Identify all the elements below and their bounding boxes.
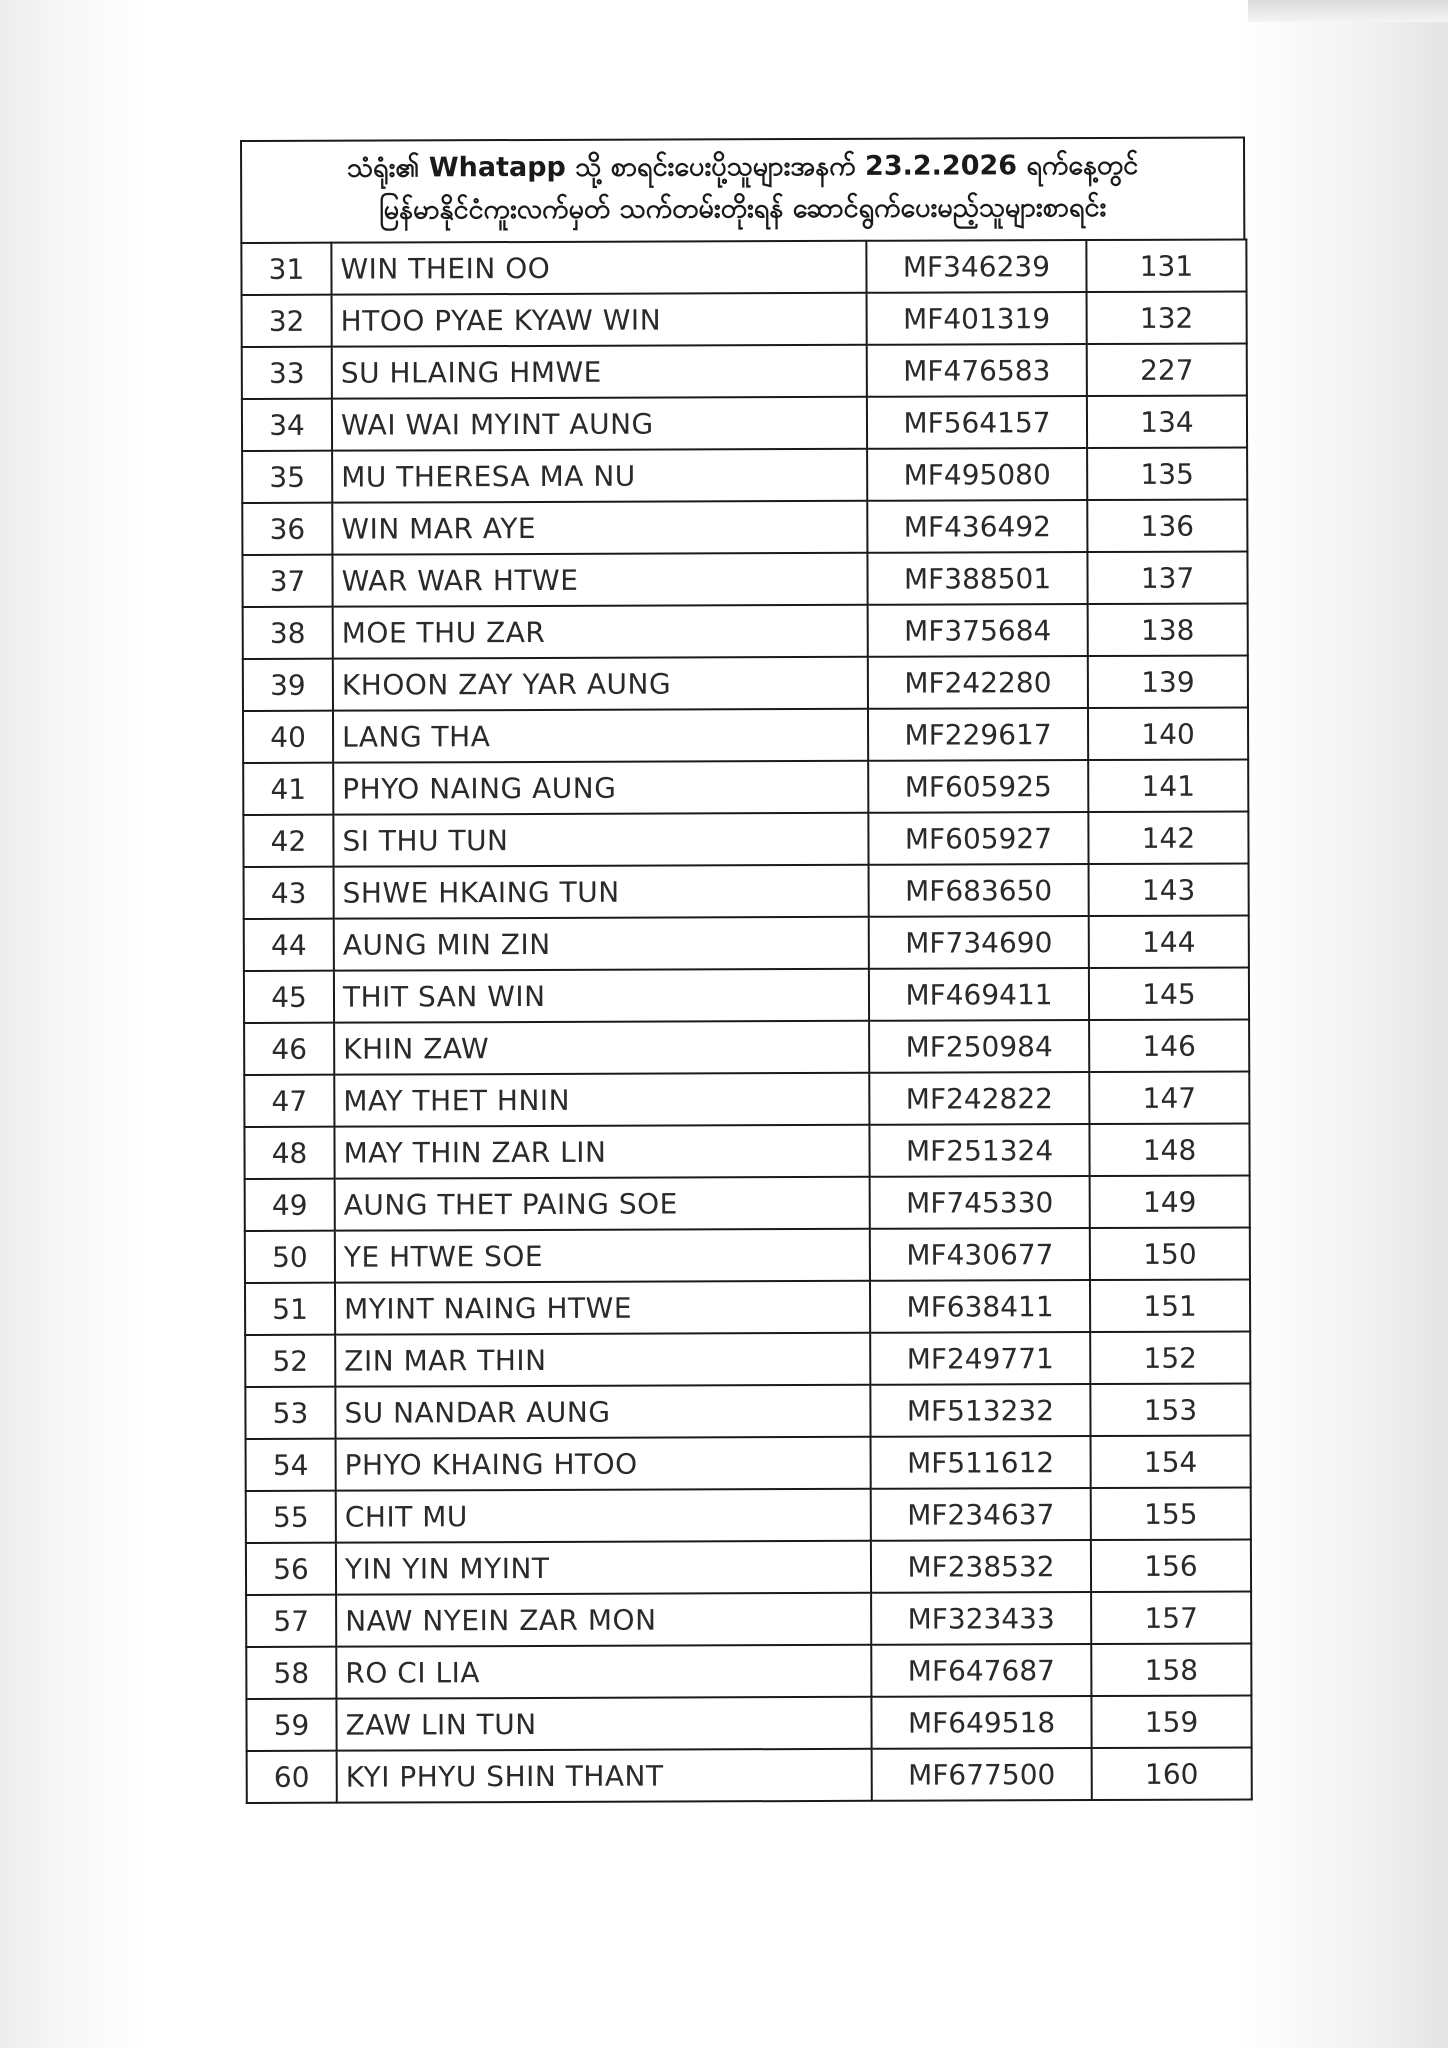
document-sheet (240, 136, 1251, 1803)
row-number: 58 (246, 1647, 336, 1699)
queue-number: 140 (1088, 707, 1248, 760)
applicant-name: CHIT MU (336, 1489, 871, 1543)
table-row (244, 915, 1249, 971)
queue-number: 152 (1090, 1331, 1250, 1384)
passport-number: MF564157 (867, 396, 1087, 449)
passport-number: MF677500 (872, 1748, 1092, 1801)
applicant-name: WIN THEIN OO (331, 241, 866, 295)
scan-corner (1248, 0, 1448, 22)
row-number: 46 (244, 1023, 334, 1075)
row-number: 53 (245, 1387, 335, 1439)
table-row (242, 499, 1247, 555)
applicant-name: MAY THET HNIN (334, 1073, 869, 1127)
passport-number: MF229617 (868, 708, 1088, 761)
applicant-name: PHYO KHAING HTOO (336, 1437, 871, 1491)
passport-number: MF430677 (870, 1228, 1090, 1281)
applicant-name: YE HTWE SOE (335, 1229, 870, 1283)
applicant-name: NAW NYEIN ZAR MON (336, 1593, 871, 1647)
queue-number: 134 (1087, 395, 1247, 448)
applicant-name: MOE THU ZAR (333, 605, 868, 659)
row-number: 42 (243, 815, 333, 867)
applicant-name: AUNG THET PAING SOE (335, 1177, 870, 1231)
table-row (245, 1279, 1250, 1335)
queue-number: 141 (1088, 759, 1248, 812)
passport-number: MF734690 (869, 916, 1089, 969)
table-row (244, 1071, 1249, 1127)
passport-number: MF638411 (870, 1280, 1090, 1333)
applicant-name: YIN YIN MYINT (336, 1541, 871, 1595)
queue-number: 157 (1091, 1591, 1251, 1644)
queue-number: 149 (1090, 1175, 1250, 1228)
queue-number: 142 (1088, 811, 1248, 864)
row-number: 40 (243, 711, 333, 763)
document-title (240, 136, 1245, 242)
table-row (246, 1695, 1251, 1751)
scan-edge-right (1238, 0, 1448, 2048)
passport-number: MF388501 (867, 552, 1087, 605)
passport-number: MF250984 (869, 1020, 1089, 1073)
row-number: 57 (246, 1595, 336, 1647)
title-line-1: သံရုံး၏ Whatapp သို့ စာရင်းပေးပို့သူများအနက် 23.2.2026 ရက်နေ့တွင် (346, 149, 1139, 184)
passport-number: MF683650 (869, 864, 1089, 917)
table-row (246, 1487, 1251, 1543)
queue-number: 131 (1086, 239, 1246, 292)
row-number: 35 (242, 451, 332, 503)
applicant-name: SI THU TUN (333, 813, 868, 867)
passport-number: MF323433 (871, 1592, 1091, 1645)
row-number: 43 (244, 867, 334, 919)
table-row (241, 239, 1246, 295)
row-number: 37 (242, 555, 332, 607)
table-row (243, 603, 1248, 659)
applicant-name: PHYO NAING AUNG (333, 761, 868, 815)
passport-number: MF242822 (869, 1072, 1089, 1125)
applicant-name: SU NANDAR AUNG (335, 1385, 870, 1439)
table-row (246, 1435, 1251, 1491)
table-row (246, 1591, 1251, 1647)
table-row (245, 1383, 1250, 1439)
queue-number: 153 (1090, 1383, 1250, 1436)
row-number: 38 (243, 607, 333, 659)
row-number: 59 (246, 1699, 336, 1751)
row-number: 49 (245, 1179, 335, 1231)
queue-number: 145 (1089, 967, 1249, 1020)
applicant-name: KHIN ZAW (334, 1021, 869, 1075)
passport-number: MF745330 (870, 1176, 1090, 1229)
row-number: 52 (245, 1335, 335, 1387)
applicant-name: SU HLAING HMWE (332, 345, 867, 399)
queue-number: 160 (1092, 1747, 1252, 1800)
row-number: 56 (246, 1543, 336, 1595)
passport-number: MF249771 (870, 1332, 1090, 1385)
passport-number: MF649518 (871, 1696, 1091, 1749)
passport-number: MF605925 (868, 760, 1088, 813)
queue-number: 151 (1090, 1279, 1250, 1332)
passport-number: MF476583 (867, 344, 1087, 397)
row-number: 36 (242, 503, 332, 555)
passport-number: MF647687 (871, 1644, 1091, 1697)
passport-number: MF495080 (867, 448, 1087, 501)
queue-number: 136 (1087, 499, 1247, 552)
table-row (243, 707, 1248, 763)
row-number: 34 (242, 399, 332, 451)
table-row (243, 811, 1248, 867)
table-row (242, 291, 1247, 347)
applicant-name: WAR WAR HTWE (332, 553, 867, 607)
queue-number: 155 (1091, 1487, 1251, 1540)
table-row (247, 1747, 1252, 1803)
row-number: 54 (246, 1439, 336, 1491)
applicant-name: WIN MAR AYE (332, 501, 867, 555)
table-row (244, 863, 1249, 919)
table-row (244, 967, 1249, 1023)
scan-edge-left (0, 0, 150, 2048)
applicant-name: MAY THIN ZAR LIN (334, 1125, 869, 1179)
row-number: 55 (246, 1491, 336, 1543)
queue-number: 147 (1089, 1071, 1249, 1124)
queue-number: 159 (1091, 1695, 1251, 1748)
passport-number: MF605927 (868, 812, 1088, 865)
table-row (242, 447, 1247, 503)
table-row (246, 1643, 1251, 1699)
row-number: 48 (244, 1127, 334, 1179)
passport-number: MF469411 (869, 968, 1089, 1021)
applicant-name: KHOON ZAY YAR AUNG (333, 657, 868, 711)
applicant-name: HTOO PYAE KYAW WIN (332, 293, 867, 347)
applicant-name: THIT SAN WIN (334, 969, 869, 1023)
applicant-table (240, 238, 1252, 1804)
passport-number: MF511612 (871, 1436, 1091, 1489)
queue-number: 148 (1089, 1123, 1249, 1176)
applicant-name: MU THERESA MA NU (332, 449, 867, 503)
table-row (245, 1175, 1250, 1231)
queue-number: 144 (1089, 915, 1249, 968)
queue-number: 138 (1088, 603, 1248, 656)
row-number: 47 (244, 1075, 334, 1127)
queue-number: 227 (1087, 343, 1247, 396)
applicant-name: SHWE HKAING TUN (334, 865, 869, 919)
queue-number: 146 (1089, 1019, 1249, 1072)
passport-number: MF436492 (867, 500, 1087, 553)
table-row (243, 655, 1248, 711)
queue-number: 139 (1088, 655, 1248, 708)
queue-number: 135 (1087, 447, 1247, 500)
queue-number: 156 (1091, 1539, 1251, 1592)
applicant-table-body (241, 239, 1251, 1802)
queue-number: 143 (1089, 863, 1249, 916)
queue-number: 150 (1090, 1227, 1250, 1280)
row-number: 31 (241, 243, 331, 295)
row-number: 50 (245, 1231, 335, 1283)
passport-number: MF251324 (869, 1124, 1089, 1177)
passport-number: MF513232 (870, 1384, 1090, 1437)
row-number: 33 (242, 347, 332, 399)
queue-number: 154 (1091, 1435, 1251, 1488)
passport-number: MF242280 (868, 656, 1088, 709)
passport-number: MF375684 (868, 604, 1088, 657)
table-row (244, 1123, 1249, 1179)
queue-number: 132 (1087, 291, 1247, 344)
passport-number: MF238532 (871, 1540, 1091, 1593)
row-number: 41 (243, 763, 333, 815)
table-row (243, 759, 1248, 815)
queue-number: 158 (1091, 1643, 1251, 1696)
applicant-name: WAI WAI MYINT AUNG (332, 397, 867, 451)
table-row (244, 1019, 1249, 1075)
applicant-name: LANG THA (333, 709, 868, 763)
queue-number: 137 (1087, 551, 1247, 604)
title-line-2: မြန်မာနိုင်ငံကူးလက်မှတ် သက်တမ်းတိုးရန် ဆောင်ရွက်ပေးမည့်သူများစာရင်း (379, 191, 1107, 226)
applicant-name: ZIN MAR THIN (335, 1333, 870, 1387)
passport-number: MF234637 (871, 1488, 1091, 1541)
table-row (242, 551, 1247, 607)
table-row (242, 395, 1247, 451)
table-row (245, 1331, 1250, 1387)
table-row (245, 1227, 1250, 1283)
applicant-name: MYINT NAING HTWE (335, 1281, 870, 1335)
row-number: 45 (244, 971, 334, 1023)
applicant-name: KYI PHYU SHIN THANT (337, 1749, 872, 1803)
applicant-name: AUNG MIN ZIN (334, 917, 869, 971)
row-number: 39 (243, 659, 333, 711)
passport-number: MF401319 (867, 292, 1087, 345)
row-number: 60 (247, 1751, 337, 1803)
row-number: 51 (245, 1283, 335, 1335)
table-row (246, 1539, 1251, 1595)
passport-number: MF346239 (866, 240, 1086, 293)
row-number: 44 (244, 919, 334, 971)
applicant-name: ZAW LIN TUN (336, 1697, 871, 1751)
row-number: 32 (242, 295, 332, 347)
applicant-name: RO CI LIA (336, 1645, 871, 1699)
table-row (242, 343, 1247, 399)
